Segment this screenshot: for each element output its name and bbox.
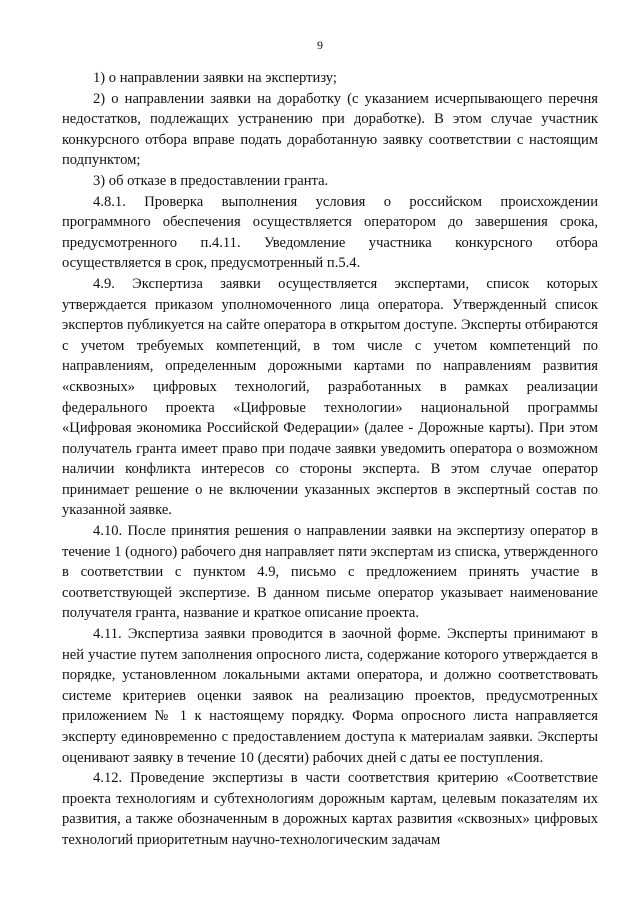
page-number: 9 (317, 38, 323, 52)
paragraph-4-11: 4.11. Экспертиза заявки проводится в заочной форме. Эксперты принимают в ней участие путем заполнения опросного листа, содержание которого утверждается в порядке, установленном локальными актами оператора, и должно соответствовать системе критериев оценки заявок на реализацию проектов, предусмотренных приложением № 1 к настоящему порядку. Форма опросного листа направляется эксперту единовременно с предоставлением доступа к материалам заявки. Эксперты оценивают заявку в течение 10 (десяти) рабочих дней с даты ее поступления. (62, 626, 598, 766)
paragraph-4-9: 4.9. Экспертиза заявки осуществляется экспертами, список которых утверждается приказом уполномоченного лица оператора. Утвержденный список экспертов публикуется на сайте оператора в открытом доступе. Эксперты отбираются с учетом требуемых компетенций, в том числе с учетом компетенций по направлениям, определенным дорожными картами по направлениям развития «сквозных» цифровых технологий, разработанных в рамках реализации федерального проекта «Цифровые технологии» национальной программы «Цифровая экономика Российской Федерации» (далее - Дорожные карты). При этом получатель гранта имеет право при подаче заявки уведомить оператора о возможном наличии конфликта интересов со стороны эксперта. В этом случае оператор принимает решение о не включении указанных экспертов в экспертный состав по указанной заявке. (62, 275, 598, 519)
paragraph-item-3: 3) об отказе в предоставлении гранта. (93, 172, 329, 189)
paragraph-item-2: 2) о направлении заявки на доработку (с указанием исчерпывающего перечня недостатков, подлежащих устранению при доработке). В этом случае участник конкурсного отбора вправе подать доработанную заявку соответствии с настоящим подпунктом; (62, 90, 598, 169)
paragraph-4-10: 4.10. После принятия решения о направлении заявки на экспертизу оператор в течение 1 (одного) рабочего дня направляет пяти экспертам из списка, утвержденного в соответствии с пунктом 4.9, письмо с предложением принять участие в соответствующей экспертизе. В данном письме оператор указывает наименование получателя гранта, название и краткое описание проекта. (62, 523, 598, 622)
document-body (62, 68, 598, 851)
paragraph-item-1: 1) о направлении заявки на экспертизу; (93, 70, 337, 86)
paragraph-4-12: 4.12. Проведение экспертизы в части соответствия критерию «Соответствие проекта технологиям и субтехнологиям дорожным картам, целевым показателям их развития, а также обозначенным в дорожных картах развития «сквозных» цифровых технологий приоритетным научно-технологическим задачам (62, 770, 598, 848)
paragraph-4-8-1: 4.8.1. Проверка выполнения условия о российском происхождении программного обеспечения осуществляется оператором до завершения срока, предусмотренного п.4.11. Уведомление участника конкурсного отбора осуществляется в срок, предусмотренный п.5.4. (62, 193, 598, 272)
